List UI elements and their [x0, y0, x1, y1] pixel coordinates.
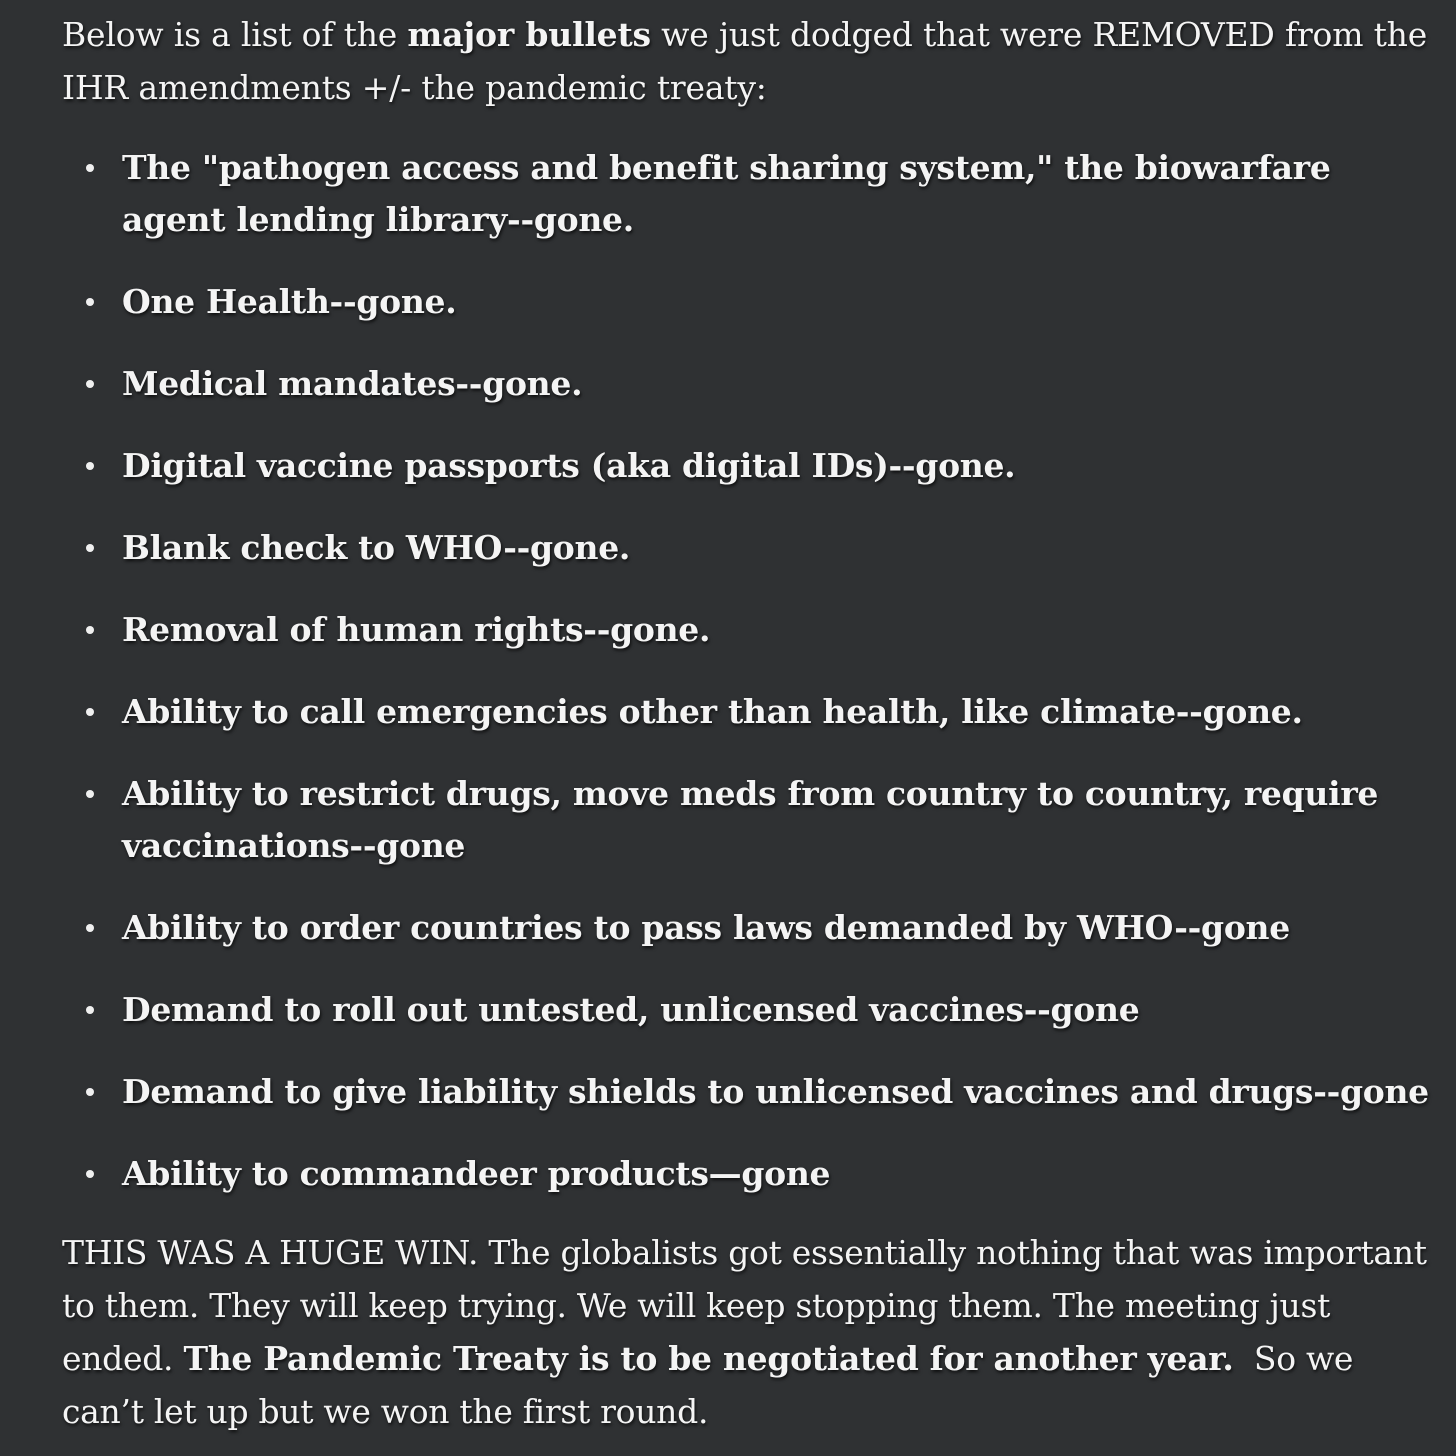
bullet-icon — [86, 1006, 94, 1014]
bullet-icon — [86, 708, 94, 716]
bullet-icon — [86, 790, 94, 798]
article-body — [62, 0, 1432, 1438]
list-item-text: Demand to give liability shields to unlicensed vaccines and drugs--gone — [122, 1072, 1429, 1111]
bullet-icon — [86, 924, 94, 932]
intro-bold-text: major bullets — [407, 15, 651, 54]
list-item-text: Blank check to WHO--gone. — [122, 528, 631, 567]
bullet-icon — [86, 1088, 94, 1096]
list-item-text: Ability to call emergencies other than health, like climate--gone. — [122, 692, 1303, 731]
bullet-icon — [86, 1170, 94, 1178]
list-item — [62, 768, 1432, 872]
list-item-text: Ability to order countries to pass laws demanded by WHO--gone — [122, 908, 1290, 947]
bullet-icon — [86, 626, 94, 634]
bullet-icon — [86, 462, 94, 470]
list-item — [62, 604, 1432, 656]
list-item — [62, 686, 1432, 738]
bullet-icon — [86, 380, 94, 388]
removed-items-list — [62, 142, 1432, 1200]
intro-text-end: we just dodged that were REMOVED from the IHR amendments +/- the pandemic treaty: — [62, 15, 1428, 107]
list-item-text: One Health--gone. — [122, 282, 457, 321]
closing-bold-text: The Pandemic Treaty is to be negotiated for another year. — [183, 1339, 1234, 1378]
list-item — [62, 984, 1432, 1036]
list-item — [62, 1066, 1432, 1118]
bullet-icon — [86, 298, 94, 306]
list-item — [62, 1148, 1432, 1200]
list-item-text: Ability to restrict drugs, move meds from country to country, require vaccinations--gone — [122, 774, 1379, 865]
list-item-text: Removal of human rights--gone. — [122, 610, 711, 649]
list-item-text: Demand to roll out untested, unlicensed vaccines--gone — [122, 990, 1140, 1029]
closing-text-start: THIS WAS A HUGE WIN. The globalists got essentially nothing that was important to them. They will keep trying. We will keep stopping them. The meeting just ended. — [62, 1233, 1427, 1378]
list-item-text: Digital vaccine passports (aka digital IDs)--gone. — [122, 446, 1016, 485]
list-item-text: Ability to commandeer products—gone — [122, 1154, 831, 1193]
list-item — [62, 522, 1432, 574]
closing-text-end: So we can’t let up but we won the first round. — [62, 1339, 1364, 1431]
list-item-text: The "pathogen access and benefit sharing system," the biowarfare agent lending library--gone. — [122, 148, 1331, 239]
list-item — [62, 902, 1432, 954]
list-item — [62, 358, 1432, 410]
list-item — [62, 440, 1432, 492]
intro-paragraph — [62, 0, 1432, 114]
bullet-icon — [86, 544, 94, 552]
intro-text-start: Below is a list of the — [62, 15, 408, 54]
list-item — [62, 142, 1432, 246]
closing-paragraph — [62, 1226, 1432, 1438]
bullet-icon — [86, 164, 94, 172]
list-item — [62, 276, 1432, 328]
list-item-text: Medical mandates--gone. — [122, 364, 583, 403]
